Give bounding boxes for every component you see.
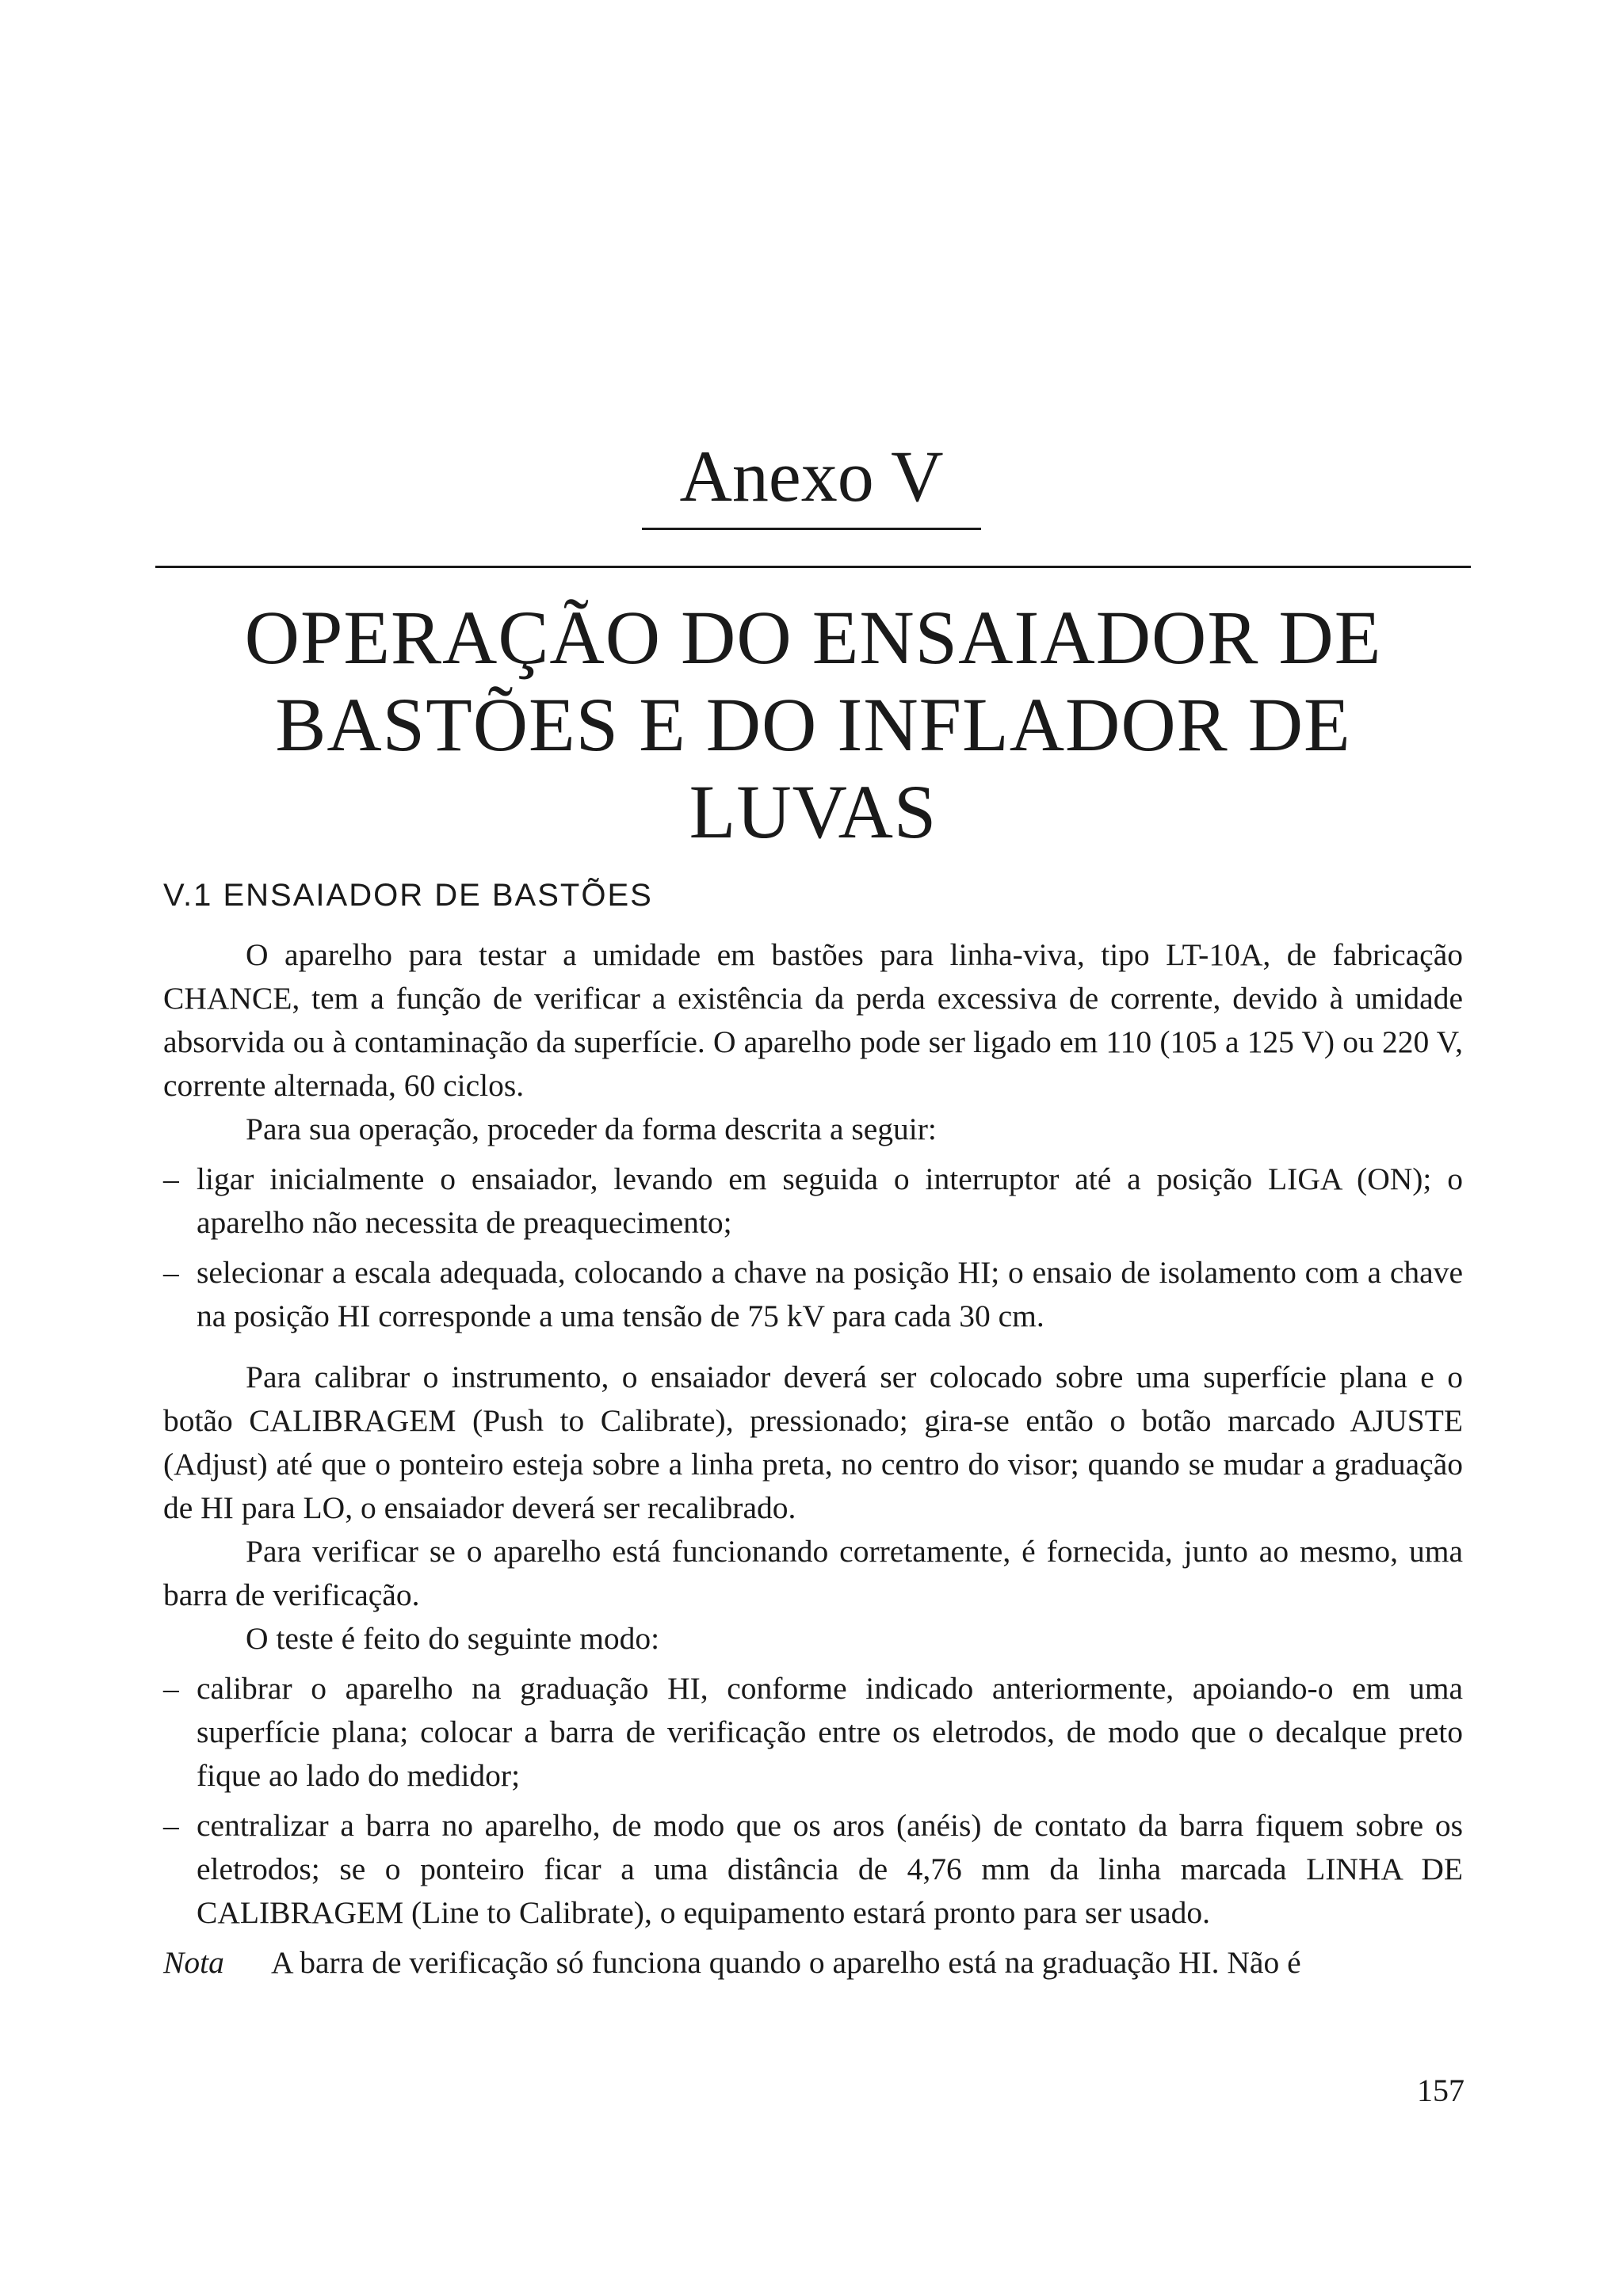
paragraph-verification: Para verificar se o aparelho está funcionando corretamente, é fornecida, junto ao mesmo, uma barra de verificação.	[163, 1534, 1463, 1612]
annex-underline	[642, 528, 981, 530]
page-number: 157	[1417, 2073, 1465, 2108]
body-text	[163, 933, 1463, 1985]
paragraph-intro: O aparelho para testar a umidade em bastões para linha-viva, tipo LT-10A, de fabricação CHANCE, tem a função de verificar a existência da perda excessiva de corrente, devido à umidade absorvida ou à contaminação da superfície. O aparelho pode ser ligado em 110 (105 a 125 V) ou 220 V, corrente alternada, 60 ciclos.	[163, 937, 1463, 1103]
section-heading: V.1 ENSAIADOR DE BASTÕES	[163, 878, 653, 913]
paragraph-calibration: Para calibrar o instrumento, o ensaiador deverá ser colocado sobre uma superfície plana e o botão CALIBRAGEM (Push to Calibrate), pressionado; gira-se então o botão marcado AJUSTE (Adjust) até que o ponteiro esteja sobre a linha preta, no centro do visor; quando se mudar a graduação de HI para LO, o ensaiador deverá ser recalibrado.	[163, 1360, 1463, 1525]
note-label: Nota	[163, 1945, 224, 1980]
list-item-text: calibrar o aparelho na graduação HI, conforme indicado anteriormente, apoiando-o em uma superfície plana; colocar a barra de verificação entre os eletrodos, de modo que o decalque preto fique ao lado do medidor;	[197, 1671, 1463, 1793]
title-rule	[155, 566, 1471, 568]
list-item-text: centralizar a barra no aparelho, de modo que os aros (anéis) de contato da barra fiquem sobre os eletrodos; se o ponteiro ficar a uma distância de 4,76 mm da linha marcada LINHA DE CALIBRAGEM (Line to Calibrate), o equipamento estará pronto para ser usado.	[197, 1808, 1463, 1930]
note	[163, 1941, 1463, 1985]
list-item-text: ligar inicialmente o ensaiador, levando em seguida o interruptor até a posição LIGA (ON); o aparelho não necessita de preaquecimento;	[197, 1161, 1463, 1240]
chapter-title: OPERAÇÃO DO ENSAIADOR DE BASTÕES E DO INFLADOR DE LUVAS	[244, 595, 1382, 854]
list-item	[163, 1158, 1463, 1245]
list-item-text: selecionar a escala adequada, colocando a chave na posição HI; o ensaio de isolamento com a chave na posição HI corresponde a uma tensão de 75 kV para cada 30 cm.	[197, 1255, 1463, 1333]
paragraph-procedure-intro: Para sua operação, proceder da forma descrita a seguir:	[246, 1112, 937, 1146]
list-dash: –	[163, 1671, 179, 1706]
paragraph-test-intro: O teste é feito do seguinte modo:	[246, 1621, 660, 1656]
list-item	[163, 1667, 1463, 1798]
list-dash: –	[163, 1161, 179, 1196]
note-text: A barra de verificação só funciona quando o aparelho está na graduação HI. Não é	[271, 1945, 1301, 1980]
list-item	[163, 1804, 1463, 1935]
annex-label: Anexo V	[679, 436, 944, 517]
list-item	[163, 1251, 1463, 1338]
list-dash: –	[163, 1808, 179, 1843]
list-dash: –	[163, 1255, 179, 1290]
